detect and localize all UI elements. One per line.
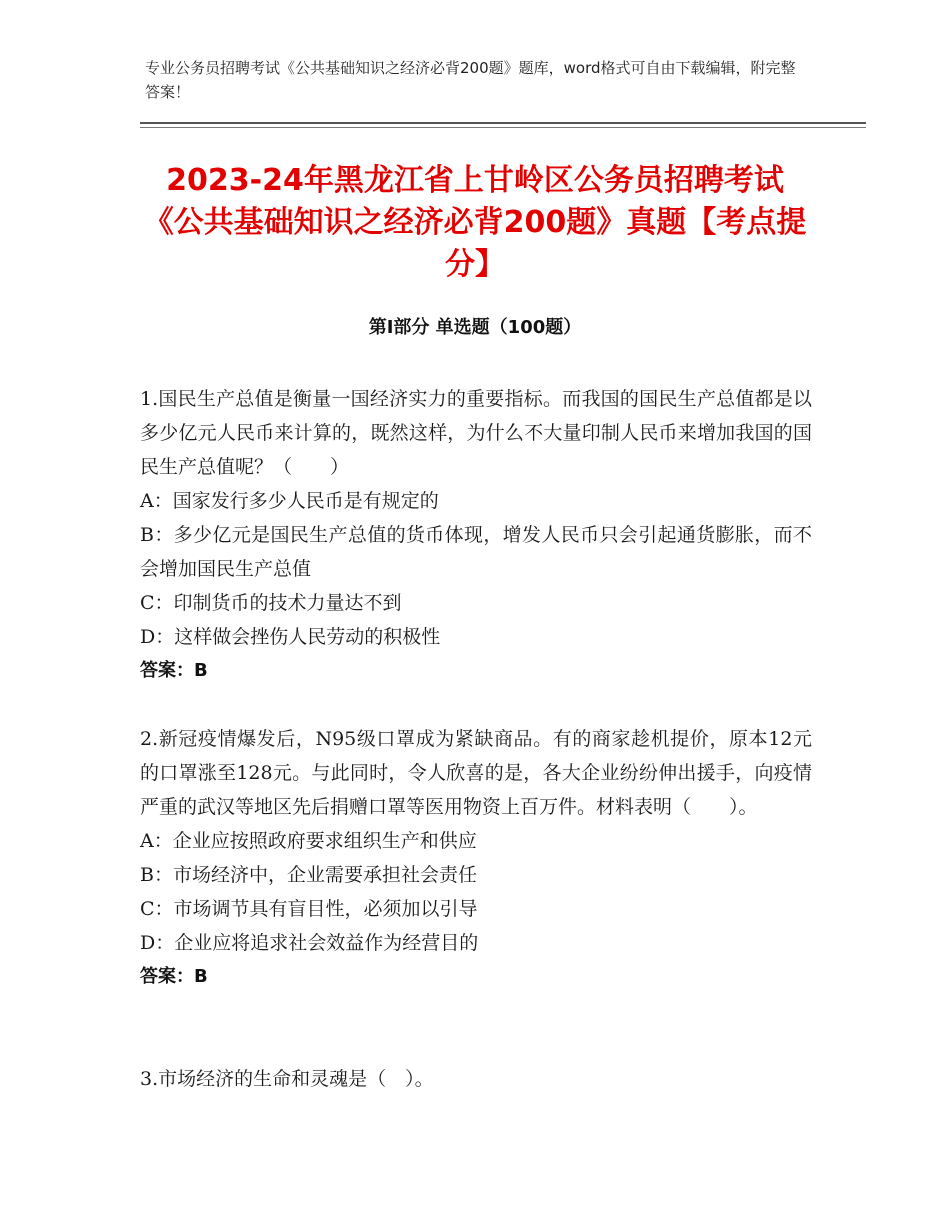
option-c: C：市场调节具有盲目性，必须加以引导 [140,898,478,920]
header-divider-thin [140,127,866,128]
option-c: C：印制货币的技术力量达不到 [140,592,402,614]
question-stem: 2.新冠疫情爆发后，N95级口罩成为紧缺商品。有的商家趁机提价，原本12元的口罩涨至128元。与此同时，令人欣喜的是，各大企业纷纷伸出援手，向疫情严重的武汉等地区先后捐赠口罩等医用物资上百万件。材料表明（ ）。 [140,728,812,818]
question-3 [140,1062,812,1096]
option-b: B：市场经济中，企业需要承担社会责任 [140,864,477,886]
option-b: B：多少亿元是国民生产总值的货币体现，增发人民币只会引起通货膨胀，而不会增加国民生产总值 [140,524,812,580]
option-d: D：这样做会挫伤人民劳动的积极性 [140,626,441,648]
header-divider-thick [140,122,866,124]
question-1 [140,382,812,688]
answer: 答案：B [140,660,208,681]
question-stem: 1.国民生产总值是衡量一国经济实力的重要指标。而我国的国民生产总值都是以多少亿元人民币来计算的，既然这样，为什么不大量印制人民币来增加我国的国民生产总值呢？（ ） [140,388,812,478]
question-2 [140,722,812,994]
option-a: A：国家发行多少人民币是有规定的 [140,490,439,512]
answer: 答案：B [140,966,208,987]
section-heading: 第Ⅰ部分 单选题（100题） [368,317,582,338]
header-note: 专业公务员招聘考试《公共基础知识之经济必背200题》题库，word格式可自由下载编辑，附完整答案！ [145,59,796,101]
option-d: D：企业应将追求社会效益作为经营目的 [140,932,479,954]
option-a: A：企业应按照政府要求组织生产和供应 [140,830,477,852]
question-stem: 3.市场经济的生命和灵魂是（ ）。 [140,1068,434,1090]
document-title: 2023-24年黑龙江省上甘岭区公务员招聘考试《公共基础知识之经济必背200题》真题【考点提分】 [143,163,807,282]
